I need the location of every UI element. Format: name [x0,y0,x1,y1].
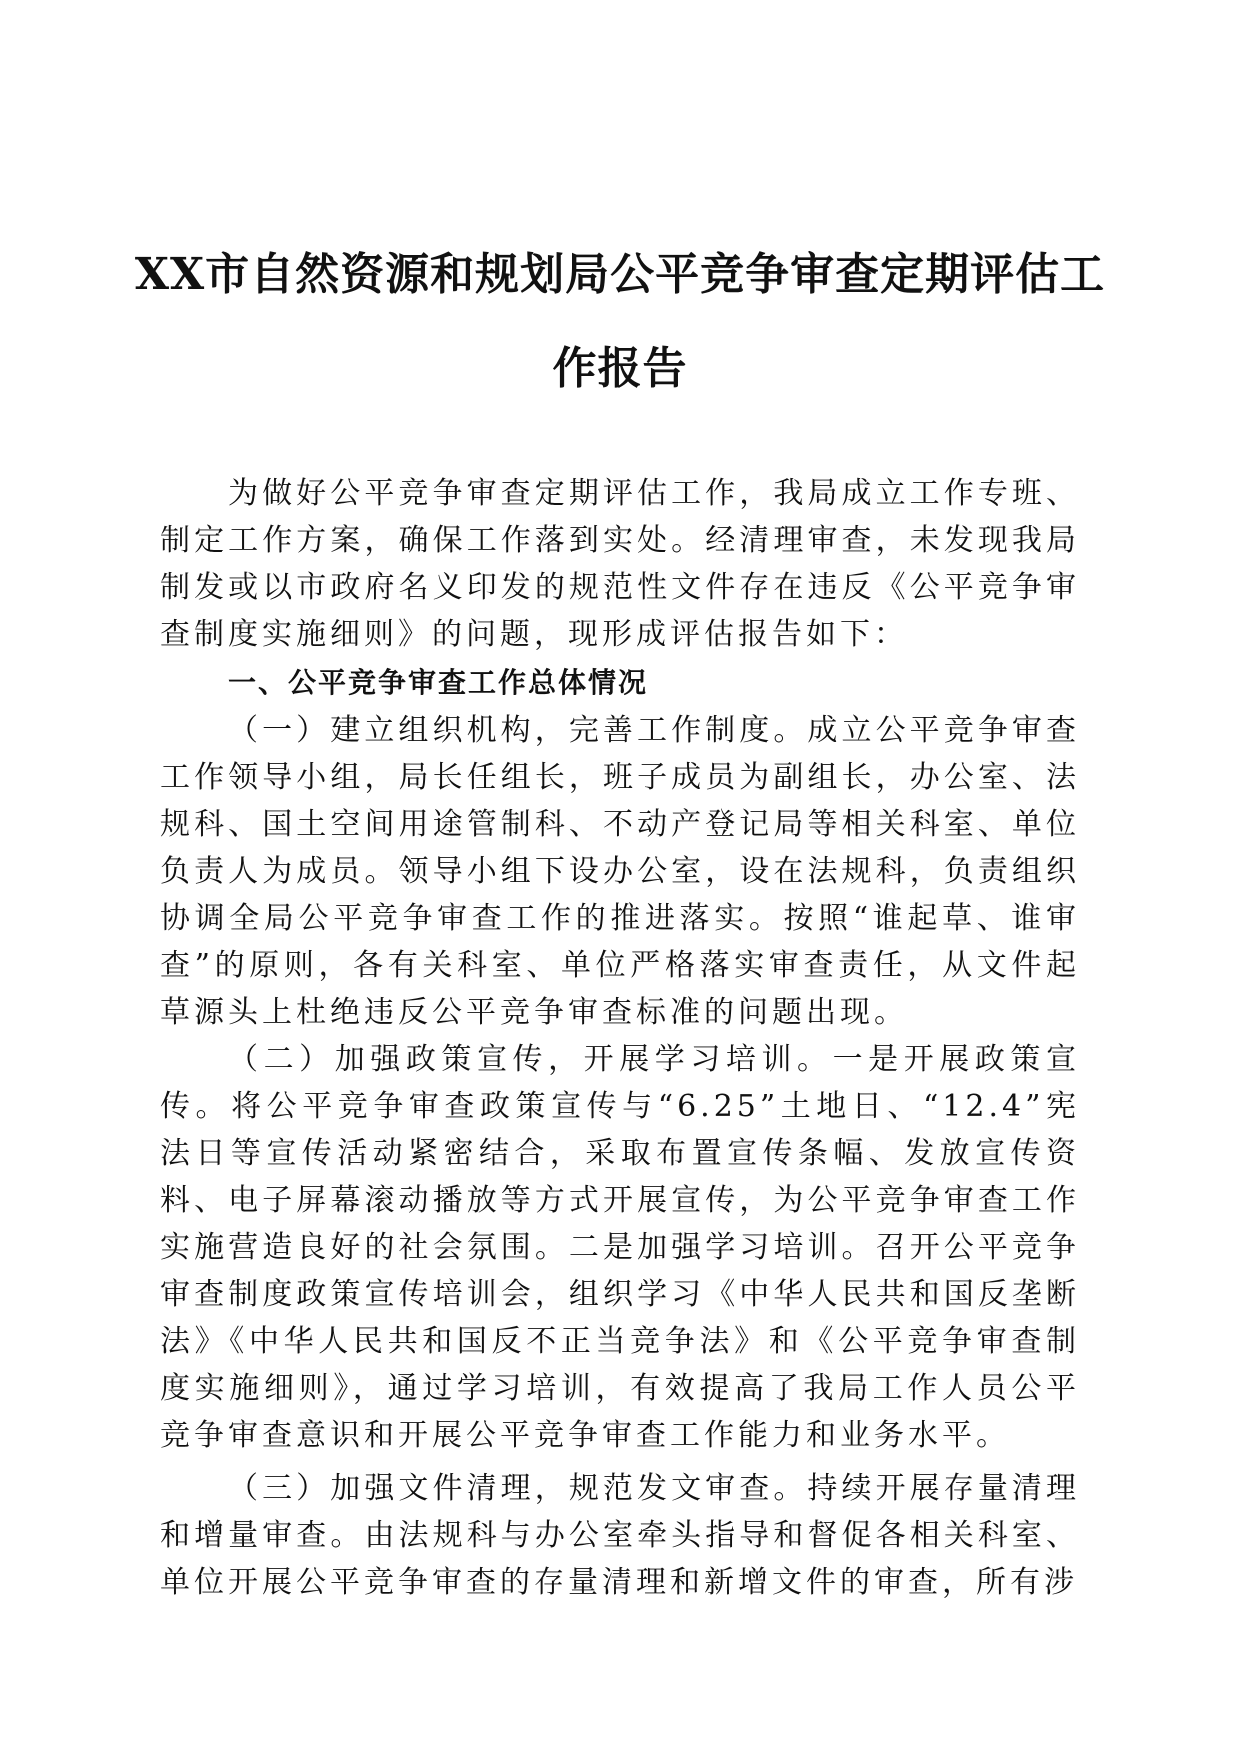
paragraph-organization: （一）建立组织机构，完善工作制度。成立公平竞争审查工作领导小组，局长任组长，班子成员为副组长，办公室、法规科、国土空间用途管制科、不动产登记局等相关科室、单位负责人为成员。领导小组下设办公室，设在法规科，负责组织协调全局公平竞争审查工作的推进落实。按照“谁起草、谁审查”的原则，各有关科室、单位严格落实审查责任，从文件起草源头上杜绝违反公平竞争审查标准的问题出现。 [160,713,1080,1030]
section-heading-overall: 一、公平竞争审查工作总体情况 [228,666,649,699]
document-body [160,470,1080,1606]
paragraph-publicity-training: （二）加强政策宣传，开展学习培训。一是开展政策宣传。将公平竞争审查政策宣传与“6.25”土地日、“12.4”宪法日等宣传活动紧密结合，采取布置宣传条幅、发放宣传资料、电子屏幕滚动播放等方式开展宣传，为公平竞争审查工作实施营造良好的社会氛围。二是加强学习培训。召开公平竞争审查制度政策宣传培训会，组织学习《中华人民共和国反垄断法》《中华人民共和国反不正当竞争法》和《公平竞争审查制度实施细则》，通过学习培训，有效提高了我局工作人员公平竞争审查意识和开展公平竞争审查工作能力和业务水平。 [160,1042,1080,1453]
document-title: XX市自然资源和规划局公平竞争审查定期评估工作报告 [134,249,1106,394]
intro-paragraph: 为做好公平竞争审查定期评估工作，我局成立工作专班、制定工作方案，确保工作落到实处。经清理审查，未发现我局制发或以市政府名义印发的规范性文件存在违反《公平竞争审查制度实施细则》的问题，现形成评估报告如下： [160,476,1080,652]
paragraph-document-review: （三）加强文件清理，规范发文审查。持续开展存量清理和增量审查。由法规科与办公室牵头指导和督促各相关科室、单位开展公平竞争审查的存量清理和新增文件的审查，所有涉 [160,1471,1080,1600]
